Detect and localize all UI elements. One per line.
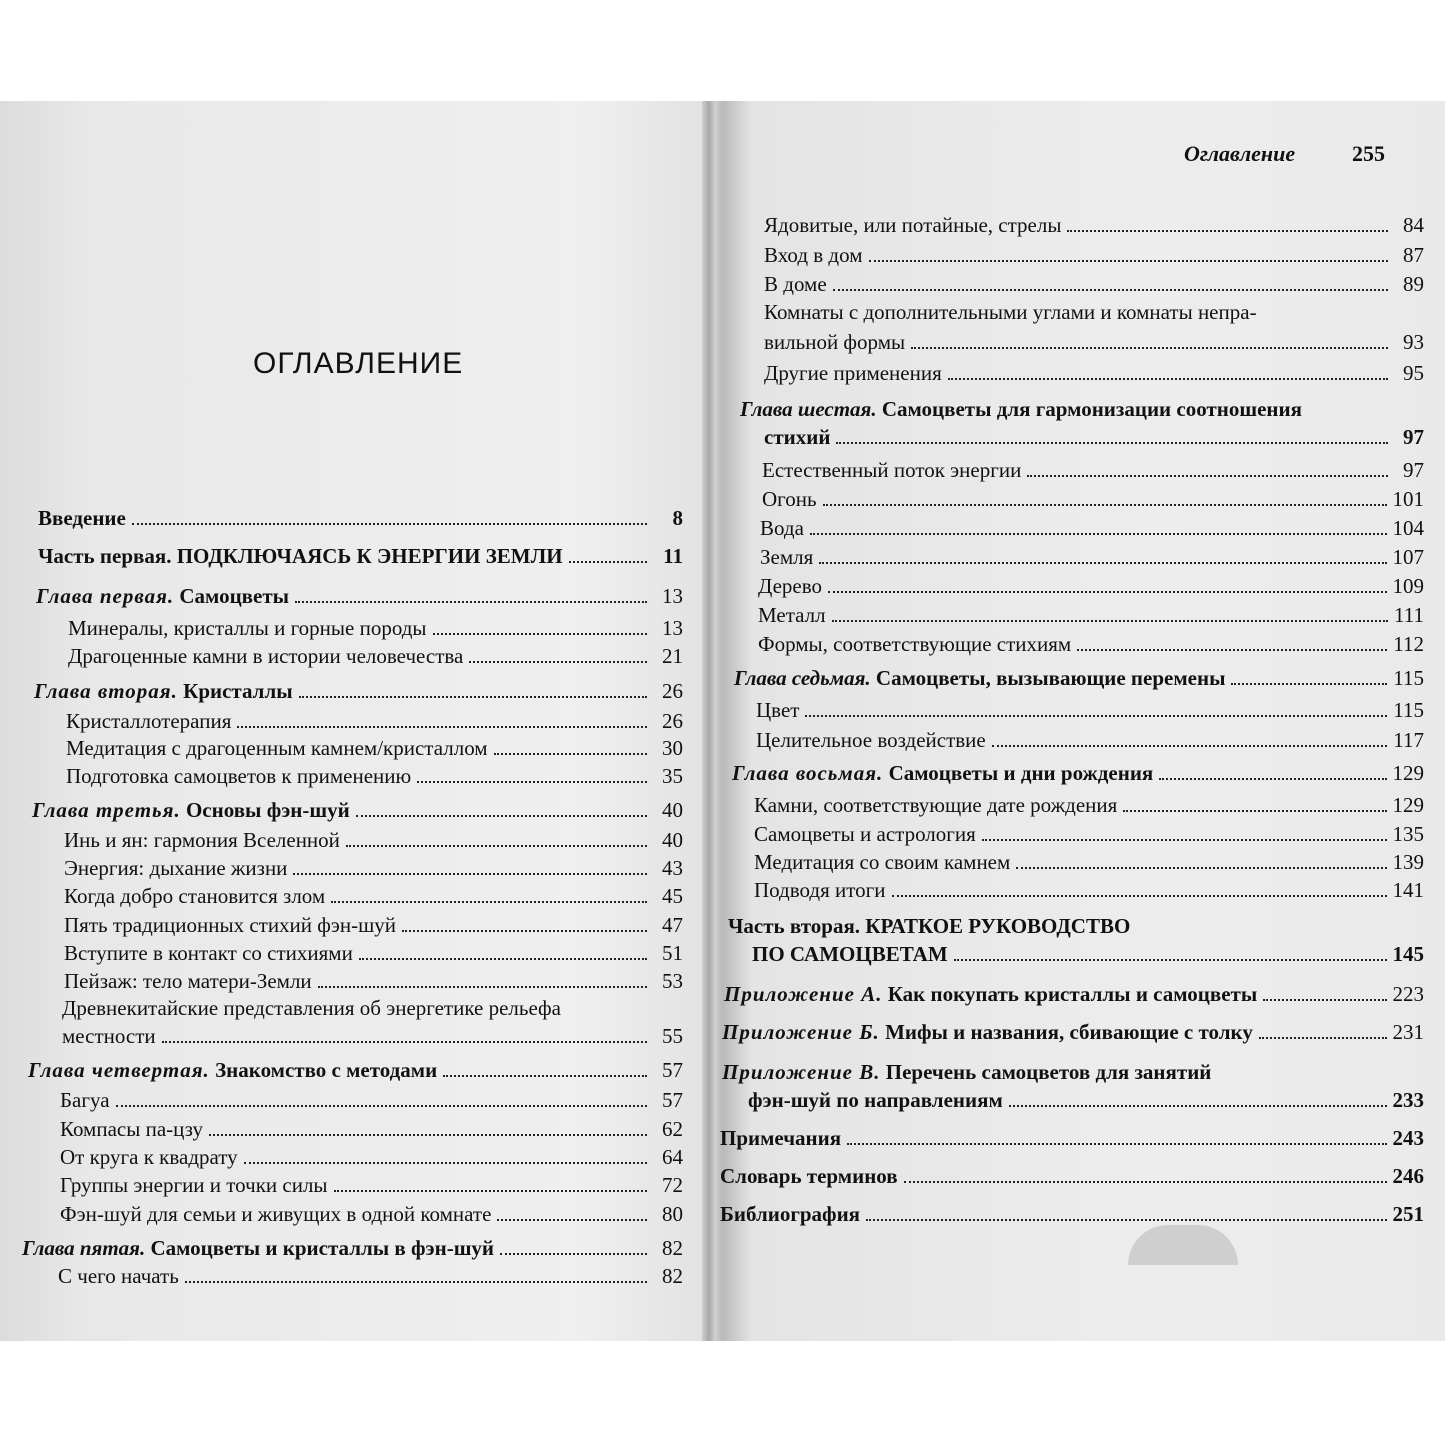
entry-page: 246 — [1392, 1164, 1424, 1188]
toc-entry — [760, 515, 1424, 542]
entry-page: 107 — [1392, 545, 1424, 569]
entry-label: Дерево — [758, 574, 822, 598]
entry-label: Самоцветы, вызывающие перемены — [875, 666, 1226, 690]
entry-label: Огонь — [762, 487, 817, 511]
appendix-prefix: Приложение А. — [724, 982, 883, 1006]
entry-page: 57 — [662, 1058, 683, 1082]
entry-label: Знакомство с методами — [215, 1058, 438, 1082]
toc-entry — [758, 631, 1424, 658]
entry-page: 26 — [662, 709, 683, 733]
entry-page: 112 — [1393, 632, 1424, 656]
entry-label: Другие применения — [764, 361, 942, 385]
entry-label: Вступите в контакт со стихиями — [64, 941, 353, 965]
entry-label: Камни, соответствующие дате рождения — [754, 793, 1118, 817]
entry-page: 13 — [662, 616, 683, 640]
entry-label-continued: фэн-шуй по направлениям — [748, 1088, 1003, 1112]
toc-entry — [68, 643, 683, 670]
entry-page: 40 — [662, 828, 683, 852]
toc-entry — [754, 792, 1424, 819]
toc-entry — [66, 763, 683, 790]
entry-label: Самоцветы и кристаллы в фэн-шуй — [150, 1236, 495, 1260]
entry-page: 8 — [672, 506, 683, 530]
entry-label: Инь и ян: гармония Вселенной — [64, 828, 340, 852]
entry-label: Целительное воздействие — [756, 728, 986, 752]
toc-appendix-entry — [722, 1019, 1424, 1046]
entry-page: 243 — [1392, 1126, 1424, 1150]
entry-page: 11 — [663, 544, 683, 568]
entry-page: 30 — [662, 736, 683, 760]
chapter-prefix: Глава третья. — [32, 798, 181, 822]
toc-entry — [764, 271, 1424, 298]
toc-entry — [68, 615, 683, 642]
entry-page: 35 — [662, 764, 683, 788]
appendix-prefix: Приложение Б. — [722, 1020, 880, 1044]
entry-label: Введение — [38, 506, 126, 530]
entry-page: 115 — [1393, 666, 1424, 690]
entry-page: 233 — [1392, 1088, 1424, 1112]
toc-entry — [720, 1125, 1424, 1152]
entry-label: Словарь терминов — [720, 1164, 898, 1188]
entry-label: Примечания — [720, 1126, 842, 1150]
toc-entry — [720, 1201, 1424, 1228]
page-title: ОГЛАВЛЕНИЕ — [253, 347, 464, 380]
entry-label: Кристаллотерапия — [66, 709, 232, 733]
entry-page: 231 — [1392, 1020, 1424, 1044]
toc-entry — [64, 827, 683, 854]
entry-page: 251 — [1392, 1202, 1424, 1226]
entry-page: 93 — [1403, 330, 1424, 354]
entry-page: 45 — [662, 884, 683, 908]
entry-label: Библиография — [720, 1202, 861, 1226]
toc-entry — [758, 602, 1424, 629]
toc-entry — [764, 212, 1424, 239]
toc-entry — [764, 329, 1424, 356]
toc-entry — [756, 697, 1424, 724]
entry-label: Цвет — [756, 698, 800, 722]
entry-label-continued: стихий — [764, 425, 831, 449]
chapter-prefix: Глава вторая. — [34, 679, 178, 703]
entry-label: Группы энергии и точки силы — [60, 1173, 328, 1197]
toc-chapter-entry — [734, 665, 1424, 692]
entry-label: Перечень самоцветов для занятий — [885, 1060, 1212, 1084]
entry-page: 129 — [1392, 793, 1424, 817]
entry-page: 84 — [1403, 213, 1424, 237]
entry-page: 97 — [1403, 425, 1424, 449]
entry-page: 129 — [1392, 761, 1424, 785]
toc-chapter-entry — [32, 797, 683, 824]
entry-page: 109 — [1392, 574, 1424, 598]
toc-chapter-entry — [36, 583, 683, 610]
toc-appendix-heading — [722, 1059, 1211, 1086]
entry-label: Металл — [758, 603, 826, 627]
entry-page: 40 — [662, 798, 683, 822]
entry-label: Энергия: дыхание жизни — [64, 856, 288, 880]
entry-page: 145 — [1392, 942, 1424, 966]
entry-label: Формы, соответствующие стихиям — [758, 632, 1072, 656]
entry-label: Часть вторая. КРАТКОЕ РУКОВОДСТВО — [728, 914, 1131, 938]
entry-page: 115 — [1393, 698, 1424, 722]
toc-entry — [60, 1087, 683, 1114]
toc-entry — [760, 544, 1424, 571]
entry-page: 104 — [1392, 516, 1424, 540]
entry-page: 13 — [662, 584, 683, 608]
entry-page: 82 — [662, 1264, 683, 1288]
entry-label: Самоцветы и астрология — [754, 822, 976, 846]
entry-label: В доме — [764, 272, 827, 296]
entry-page: 87 — [1403, 243, 1424, 267]
entry-label: Комнаты с дополнительными углами и комнаты непра- — [764, 300, 1257, 324]
toc-entry — [754, 821, 1424, 848]
entry-page: 53 — [662, 969, 683, 993]
toc-entry — [60, 1172, 683, 1199]
entry-label: Минералы, кристаллы и горные породы — [68, 616, 427, 640]
entry-label: Медитация с драгоценным камнем/кристаллом — [66, 736, 488, 760]
entry-label: Самоцветы и дни рождения — [888, 761, 1154, 785]
toc-entry — [64, 940, 683, 967]
toc-chapter-entry — [732, 760, 1424, 787]
entry-label: Вода — [760, 516, 804, 540]
chapter-prefix: Глава восьмая. — [732, 761, 884, 785]
toc-entry — [64, 883, 683, 910]
entry-page: 51 — [662, 941, 683, 965]
toc-entry — [66, 708, 683, 735]
entry-label: Основы фэн-шуй — [185, 798, 350, 822]
left-page — [0, 101, 706, 1341]
toc-entry — [64, 855, 683, 882]
entry-label: Древнекитайские представления об энергетике рельефа — [62, 996, 561, 1020]
entry-page: 62 — [662, 1117, 683, 1141]
entry-label: От круга к квадрату — [60, 1145, 238, 1169]
entry-label: Самоцветы — [179, 584, 290, 608]
chapter-prefix: Глава пятая. — [22, 1236, 146, 1260]
entry-label: Как покупать кристаллы и самоцветы — [887, 982, 1258, 1006]
entry-label: Земля — [760, 545, 814, 569]
entry-label: Подводя итоги — [754, 878, 886, 902]
entry-page: 55 — [662, 1024, 683, 1048]
entry-label-continued: вильной формы — [764, 330, 906, 354]
toc-entry — [60, 1116, 683, 1143]
entry-label: Вход в дом — [764, 243, 863, 267]
toc-entry — [756, 727, 1424, 754]
entry-page: 141 — [1392, 878, 1424, 902]
chapter-prefix: Глава седьмая. — [734, 666, 871, 690]
entry-page: 101 — [1392, 487, 1424, 511]
toc-entry — [758, 573, 1424, 600]
entry-page: 21 — [662, 644, 683, 668]
toc-appendix-entry — [724, 981, 1424, 1008]
entry-label: Драгоценные камни в истории человечества — [68, 644, 464, 668]
entry-label: Естественный поток энергии — [762, 458, 1022, 482]
toc-entry — [64, 912, 683, 939]
toc-chapter-entry — [22, 1235, 683, 1262]
entry-page: 139 — [1392, 850, 1424, 874]
toc-chapter-entry — [28, 1057, 683, 1084]
toc-entry — [762, 486, 1424, 513]
entry-page: 117 — [1393, 728, 1424, 752]
toc-entry — [58, 1263, 683, 1290]
entry-page: 82 — [662, 1236, 683, 1260]
toc-entry — [66, 735, 683, 762]
entry-page: 72 — [662, 1173, 683, 1197]
entry-page: 135 — [1392, 822, 1424, 846]
toc-entry — [62, 1023, 683, 1050]
entry-label: Медитация со своим камнем — [754, 850, 1011, 874]
toc-entry — [38, 505, 683, 532]
toc-entry — [754, 849, 1424, 876]
toc-entry — [60, 1144, 683, 1171]
chapter-prefix: Глава шестая. — [740, 397, 877, 421]
entry-label: Пять традиционных стихий фэн-шуй — [64, 913, 397, 937]
chapter-prefix: Глава четвертая. — [28, 1058, 210, 1082]
toc-entry — [762, 457, 1424, 484]
toc-entry — [754, 877, 1424, 904]
chapter-prefix: Глава первая. — [36, 584, 175, 608]
entry-label: Самоцветы для гармонизации соотношения — [881, 397, 1302, 421]
entry-label: Фэн-шуй для семьи и живущих в одной комнате — [60, 1202, 492, 1226]
entry-page: 111 — [1394, 603, 1424, 627]
entry-label: Мифы и названия, сбивающие с толку — [885, 1020, 1253, 1044]
toc-chapter-heading — [740, 396, 1302, 423]
entry-page: 95 — [1403, 361, 1424, 385]
toc-entry — [764, 242, 1424, 269]
entry-label: Пейзаж: тело матери-Земли — [64, 969, 312, 993]
right-page — [712, 101, 1445, 1341]
entry-page: 97 — [1403, 458, 1424, 482]
entry-label-continued: местности — [62, 1024, 156, 1048]
entry-label: Часть первая. ПОДКЛЮЧАЯСЬ К ЭНЕРГИИ ЗЕМЛИ — [38, 544, 563, 568]
entry-label: Кристаллы — [183, 679, 293, 703]
toc-entry — [64, 968, 683, 995]
entry-label: Подготовка самоцветов к применению — [66, 764, 412, 788]
entry-label: Когда добро становится злом — [64, 884, 326, 908]
running-head: Оглавление — [1184, 141, 1296, 166]
toc-chapter-entry — [34, 678, 683, 705]
entry-page: 43 — [662, 856, 683, 880]
toc-entry — [720, 1163, 1424, 1190]
toc-entry — [38, 543, 683, 570]
toc-entry — [752, 941, 1424, 968]
toc-entry — [764, 424, 1424, 451]
entry-page: 57 — [662, 1088, 683, 1112]
entry-label: С чего начать — [58, 1264, 179, 1288]
entry-page: 89 — [1403, 272, 1424, 296]
toc-entry — [764, 360, 1424, 387]
toc-entry — [748, 1087, 1424, 1114]
entry-page: 80 — [662, 1202, 683, 1226]
appendix-prefix: Приложение В. — [722, 1060, 881, 1084]
page-number: 255 — [1352, 141, 1385, 166]
entry-page: 223 — [1392, 982, 1424, 1006]
entry-page: 26 — [662, 679, 683, 703]
entry-label: Компасы па-цзу — [60, 1117, 203, 1141]
entry-label-continued: ПО САМОЦВЕТАМ — [752, 942, 948, 966]
toc-entry — [60, 1201, 683, 1228]
entry-page: 64 — [662, 1145, 683, 1169]
entry-label: Багуа — [60, 1088, 110, 1112]
entry-page: 47 — [662, 913, 683, 937]
entry-label: Ядовитые, или потайные, стрелы — [764, 213, 1062, 237]
